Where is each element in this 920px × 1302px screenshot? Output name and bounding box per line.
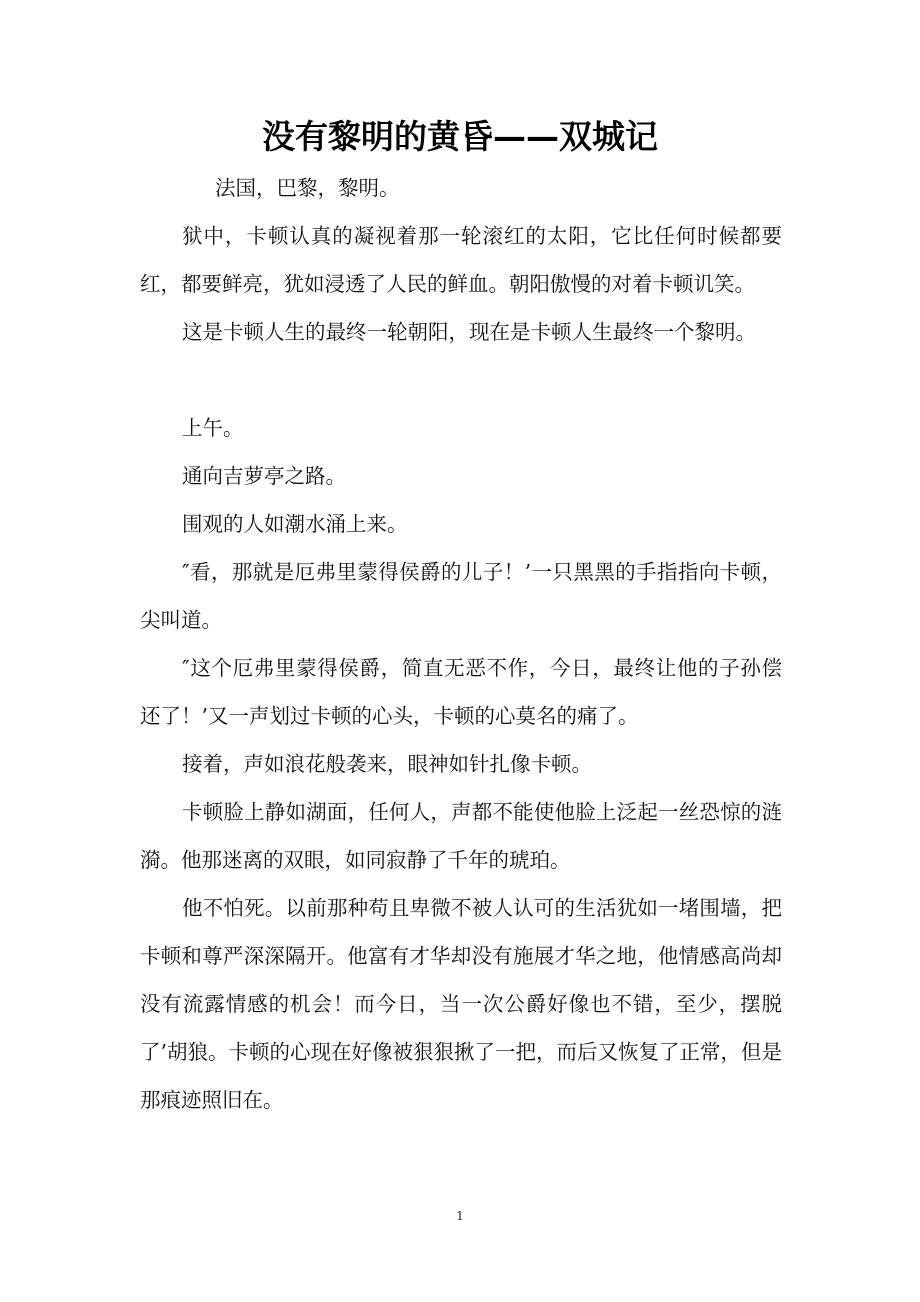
paragraph-voices: 接着，声如浪花般袭来，眼神如针扎像卡顿。: [182, 752, 592, 776]
paragraph-calm-face: 卡顿脸上静如湖面，任何人，声都不能使他脸上泛起一丝恐惊的涟漪。他那迷离的双眼，如同寂静了千年的琥珀。: [140, 800, 782, 872]
document-body: [140, 164, 782, 1124]
blank-line: [140, 356, 782, 404]
document-title: 没有黎明的黄昏——双城记: [262, 117, 658, 156]
paragraph-not-afraid: 他不怕死。以前那种苟且卑微不被人认可的生活犹如一堵围墙，把卡顿和尊严深深隔开。他富有才华却没有施展才华之地，他情感高尚却没有流露情感的机会！而今日，当一次公爵好像也不错，至少，摆脱了’胡狼。卡顿的心现在好像被狠狠揪了一把，而后又恢复了正常，但是那痕迹照旧在。: [140, 896, 783, 1112]
paragraph-setting: 法国，巴黎，黎明。: [215, 176, 400, 200]
paragraph-second-shout: ″这个厄弗里蒙得侯爵，简直无恶不作，今日，最终让他的子孙偿还了！’又一声划过卡顿的心头，卡顿的心莫名的痛了。: [140, 656, 782, 728]
paragraph-road: 通向吉萝亭之路。: [182, 464, 346, 488]
paragraph-last-dawn: 这是卡顿人生的最终一轮朝阳，现在是卡顿人生最终一个黎明。: [182, 320, 756, 344]
page-number: 1: [456, 1209, 464, 1223]
paragraph-crowd: 围观的人如潮水涌上来。: [182, 512, 408, 536]
paragraph-prison-sunrise: 狱中，卡顿认真的凝视着那一轮滚红的太阳，它比任何时候都要红，都要鲜亮，犹如浸透了人民的鲜血。朝阳傲慢的对着卡顿讥笑。: [140, 224, 782, 296]
paragraph-morning: 上午。: [182, 416, 244, 440]
paragraph-accusation: ″看，那就是厄弗里蒙得侯爵的儿子！’一只黑黑的手指指向卡顿，尖叫道。: [140, 560, 782, 632]
